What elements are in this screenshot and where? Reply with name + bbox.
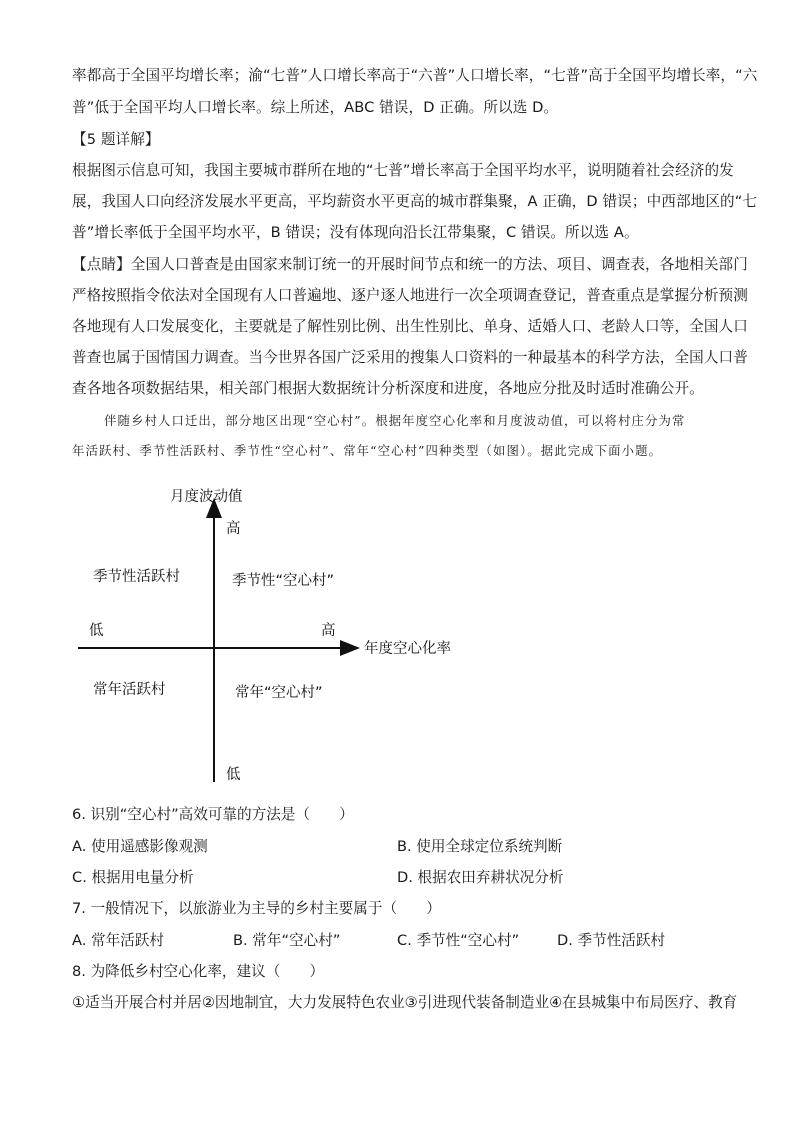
- intro-line: 伴随乡村人口迁出，部分地区出现“空心村”。根据年度空心化率和月度波动值，可以将村庄分为常: [104, 413, 686, 428]
- question-7-option-b: B. 常年“空心村”: [233, 932, 341, 949]
- intro-line: 年活跃村、季节性活跃村、季节性“空心村”、常年“空心村”四种类型（如图）。据此完成下面小题。: [72, 443, 663, 458]
- x-axis-title: 年度空心化率: [364, 641, 451, 657]
- text-line: 展，我国人口向经济发展水平更高，平均薪资水平更高的城市群集聚，A 正确，D 错误；中西部地区的“七: [72, 193, 758, 210]
- text-line: 率都高于全国平均增长率；渝“七普”人口增长率高于“六普”人口增长率，“七普”高于全国平均增长率，“六: [72, 67, 758, 84]
- question-8-stem: 8. 为降低乡村空心化率，建议（ ）: [72, 963, 325, 980]
- question-6-option-b: B. 使用全球定位系统判断: [397, 838, 563, 855]
- y-axis-low-label: 低: [226, 767, 241, 783]
- quadrant-top-left-label: 季节性活跃村: [93, 569, 180, 585]
- text-line: 各地现有人口发展变化，主要就是了解性别比例、出生性别比、单身、适婚人口、老龄人口等，全国人口: [72, 318, 748, 335]
- text-line: 普查也属于国情国力调查。当今世界各国广泛采用的搜集人口资料的一种最基本的科学方法，全国人口普: [72, 349, 748, 366]
- question-7-option-d: D. 季节性活跃村: [557, 932, 666, 949]
- x-axis-high-label: 高: [321, 623, 336, 639]
- question-6-option-c: C. 根据用电量分析: [72, 869, 194, 886]
- text-line: 查各地各项数据结果，相关部门根据大数据统计分析深度和进度，各地应分批及时适时准确公开。: [72, 380, 704, 397]
- text-line: 严格按照指令依法对全国现有人口普遍地、逐户逐人地进行一次全项调查登记，普查重点是掌握分析预测: [72, 287, 748, 304]
- question-6-stem: 6. 识别“空心村”高效可靠的方法是（ ）: [72, 806, 354, 823]
- x-axis-low-label: 低: [89, 623, 104, 639]
- y-axis-high-label: 高: [226, 521, 241, 537]
- quadrant-bottom-right-label: 常年“空心村”: [235, 685, 323, 701]
- quadrant-top-right-label: 季节性“空心村”: [232, 573, 335, 589]
- question-8-choices: ①适当开展合村并居②因地制宜，大力发展特色农业③引进现代装备制造业④在县城集中布局医疗、教育: [72, 994, 738, 1011]
- question-6-option-a: A. 使用遥感影像观测: [72, 838, 208, 855]
- text-line: 普”增长率低于全国平均水平，B 错误；没有体现向沿长江带集聚，C 错误。所以选 A。: [72, 224, 639, 241]
- quadrant-bottom-left-label: 常年活跃村: [93, 682, 166, 698]
- question-6-option-d: D. 根据农田弃耕状况分析: [397, 869, 564, 886]
- y-axis-title: 月度波动值: [170, 489, 243, 505]
- question-7-option-c: C. 季节性“空心村”: [397, 932, 520, 949]
- section-heading: 【5 题详解】: [72, 131, 160, 148]
- quadrant-diagram: [0, 480, 794, 790]
- diagram-axes: [0, 480, 794, 790]
- tip-line: 【点睛】全国人口普查是由国家来制订统一的开展时间节点和统一的方法、项目、调查表，各地相关部门: [72, 256, 748, 273]
- text-line: 普”低于全国平均人口增长率。综上所述，ABC 错误，D 正确。所以选 D。: [72, 99, 559, 116]
- text-line: 根据图示信息可知，我国主要城市群所在地的“七普”增长率高于全国平均水平，说明随着社会经济的发: [72, 162, 734, 179]
- question-7-stem: 7. 一般情况下，以旅游业为主导的乡村主要属于（ ）: [72, 900, 441, 917]
- question-7-option-a: A. 常年活跃村: [72, 932, 164, 949]
